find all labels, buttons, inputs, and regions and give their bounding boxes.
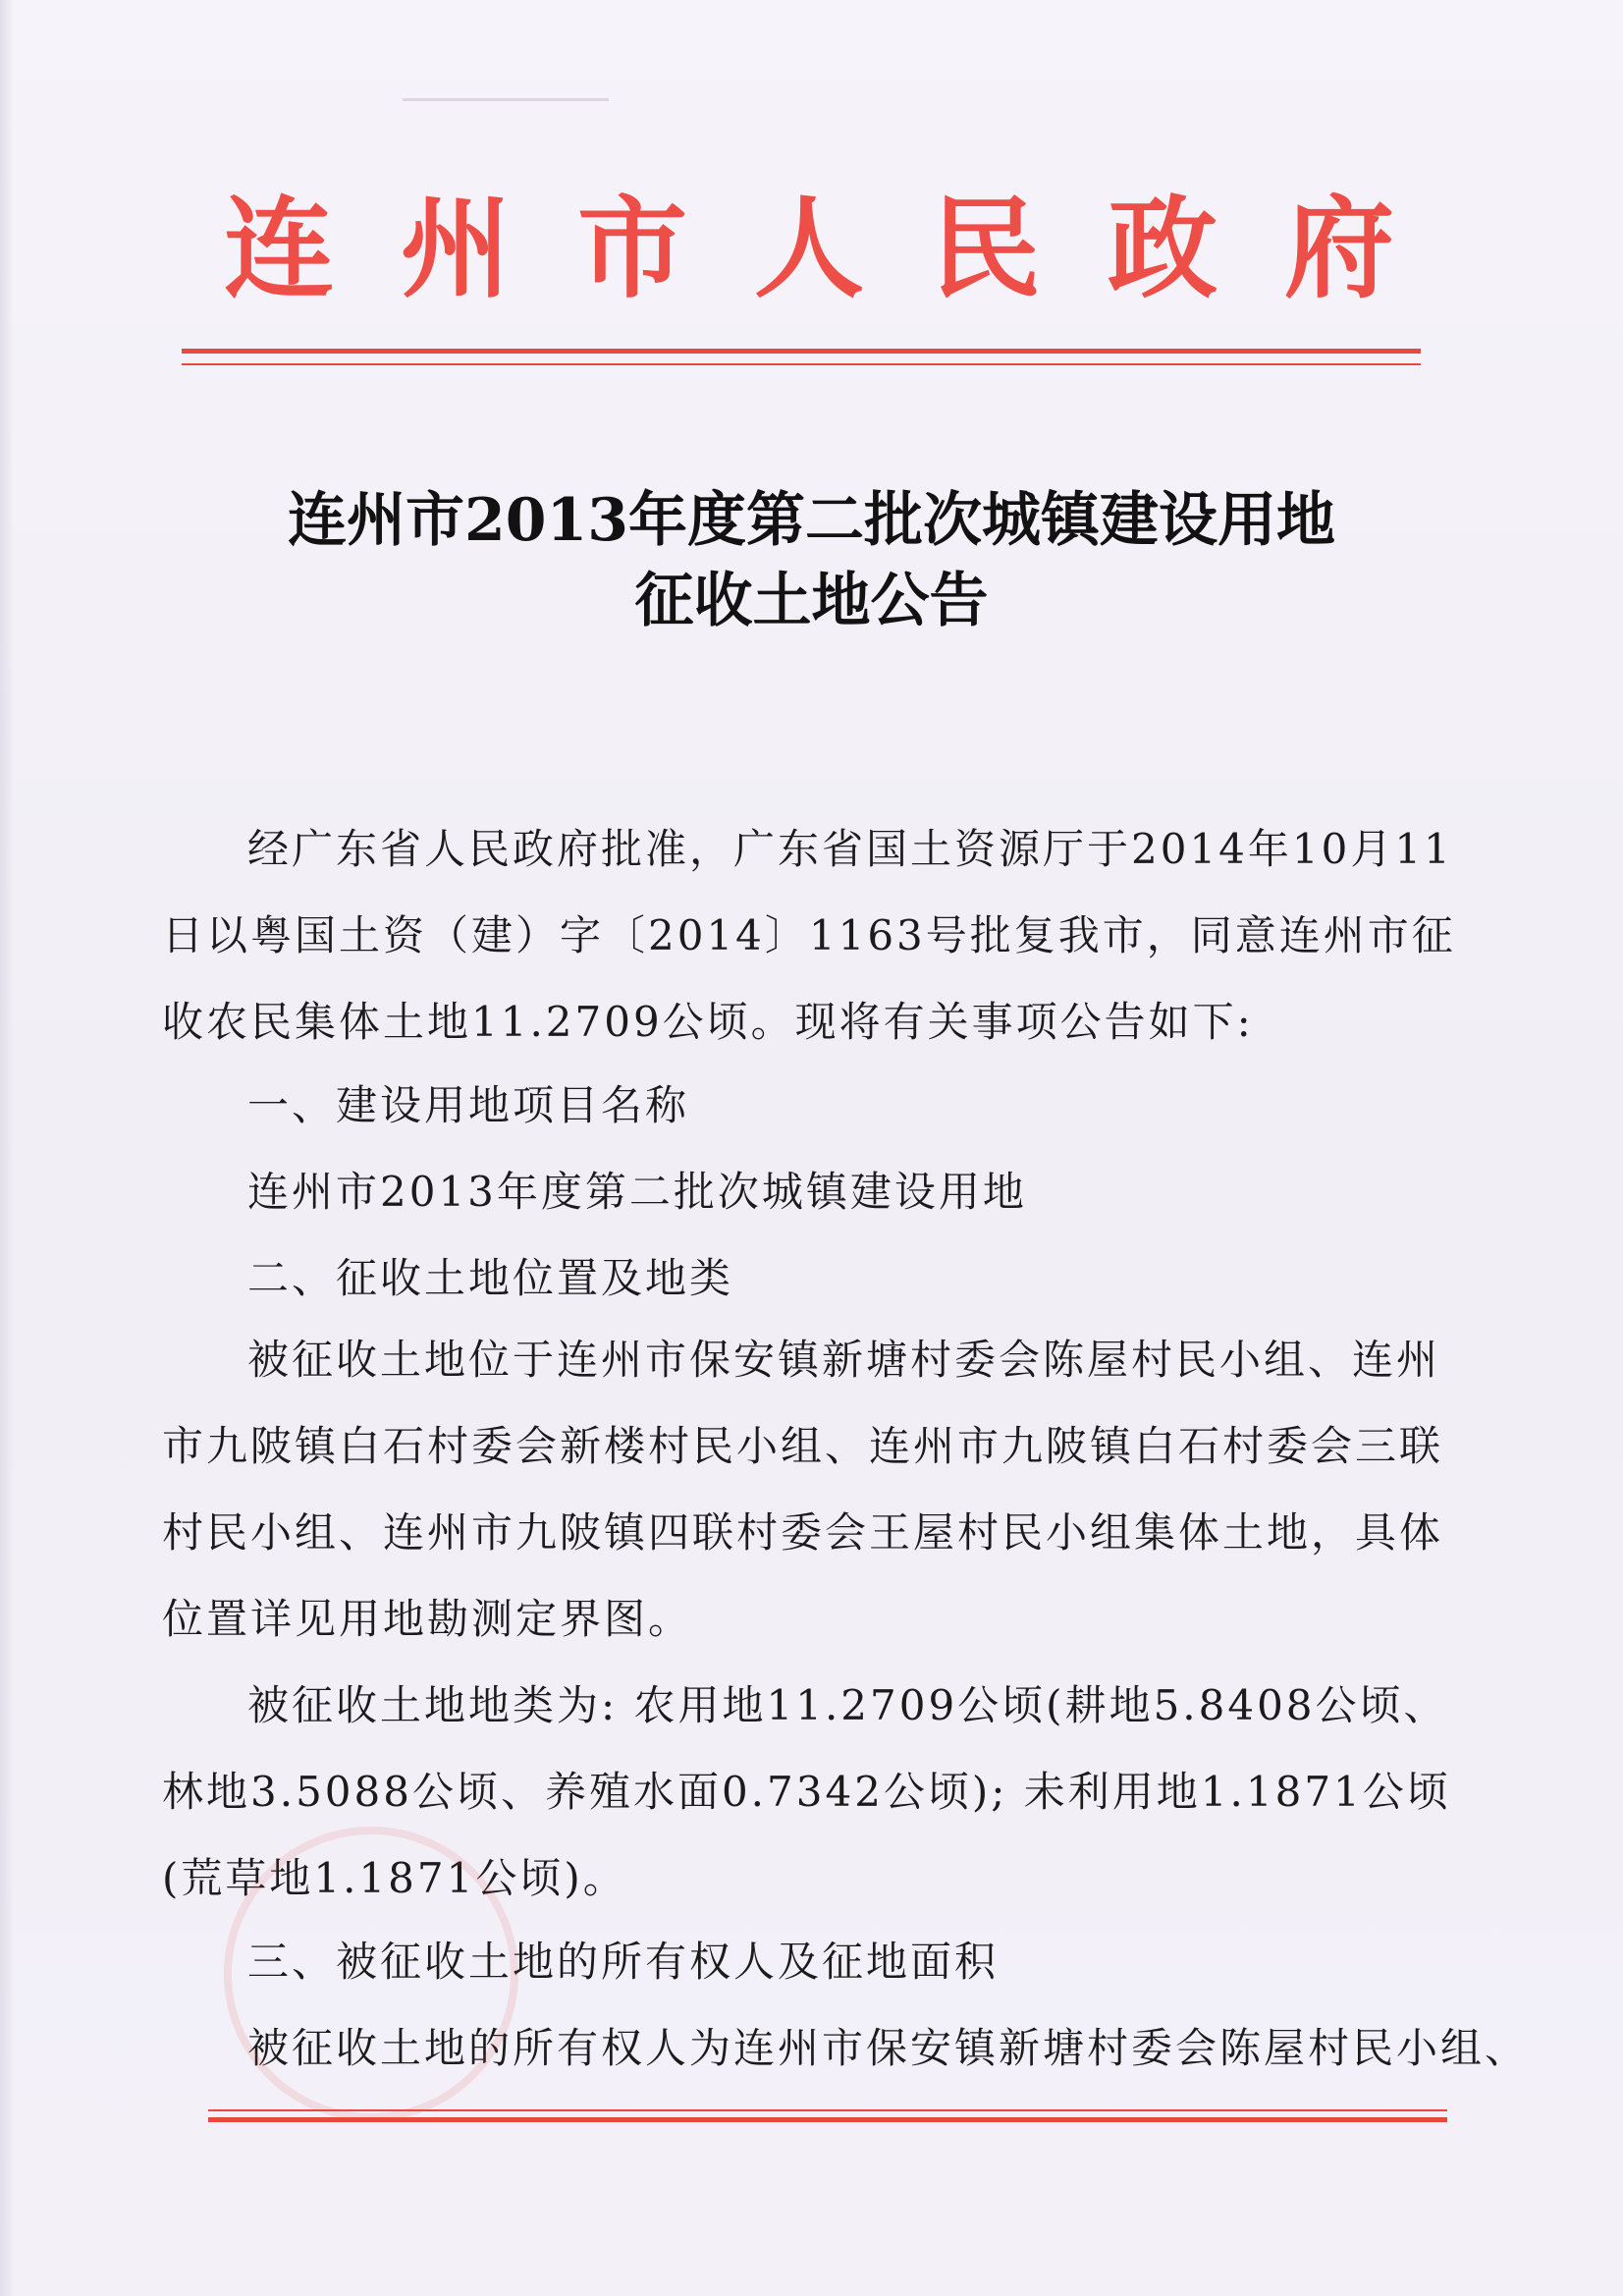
header-red-rule-thin [182, 363, 1421, 365]
footer-red-rule-thick [208, 2117, 1447, 2122]
header-red-rule-thick [182, 349, 1421, 354]
scan-edge-shadow [0, 0, 14, 2296]
section3-heading: 三、被征收土地的所有权人及征地面积 [247, 1938, 1000, 1986]
document-title-line1: 连州市2013年度第二批次城镇建设用地 [288, 486, 1335, 555]
section3-text: 被征收土地的所有权人为连州市保安镇新塘村委会陈屋村民小组、 [247, 2024, 1530, 2072]
section2-location-paragraph: 被征收土地位于连州市保安镇新塘村委会陈屋村民小组、连州市九陂镇白石村委会新楼村民小组、连州市九陂镇白石村委会三联村民小组、连州市九陂镇四联村委会王屋村民小组集体土地，具体位置详见用地勘测定界图。 [162, 1336, 1444, 1643]
issuing-authority-title: 连州市人民政府 [224, 185, 1461, 313]
section2-landtype-paragraph: 被征收土地地类为: 农用地11.2709公顷(耕地5.8408公顷、林地3.5088公顷、养殖水面0.7342公顷); 未利用地1.1871公顷(荒草地1.1871公顷)。 [162, 1681, 1451, 1902]
intro-paragraph: 经广东省人民政府批准，广东省国土资源厅于2014年10月11日以粤国土资（建）字〔2014〕1163号批复我市，同意连州市征收农民集体土地11.2709公顷。现将有关事项公告如下: [162, 825, 1456, 1046]
scan-artifact-line [403, 98, 609, 101]
section1-heading: 一、建设用地项目名称 [247, 1081, 690, 1129]
footer-red-rule-thin [208, 2109, 1447, 2111]
section2-heading: 二、征收土地位置及地类 [247, 1254, 734, 1302]
section1-text: 连州市2013年度第二批次城镇建设用地 [247, 1168, 1027, 1216]
document-title-line2: 征收土地公告 [634, 567, 989, 635]
faint-official-seal [224, 1827, 518, 2121]
